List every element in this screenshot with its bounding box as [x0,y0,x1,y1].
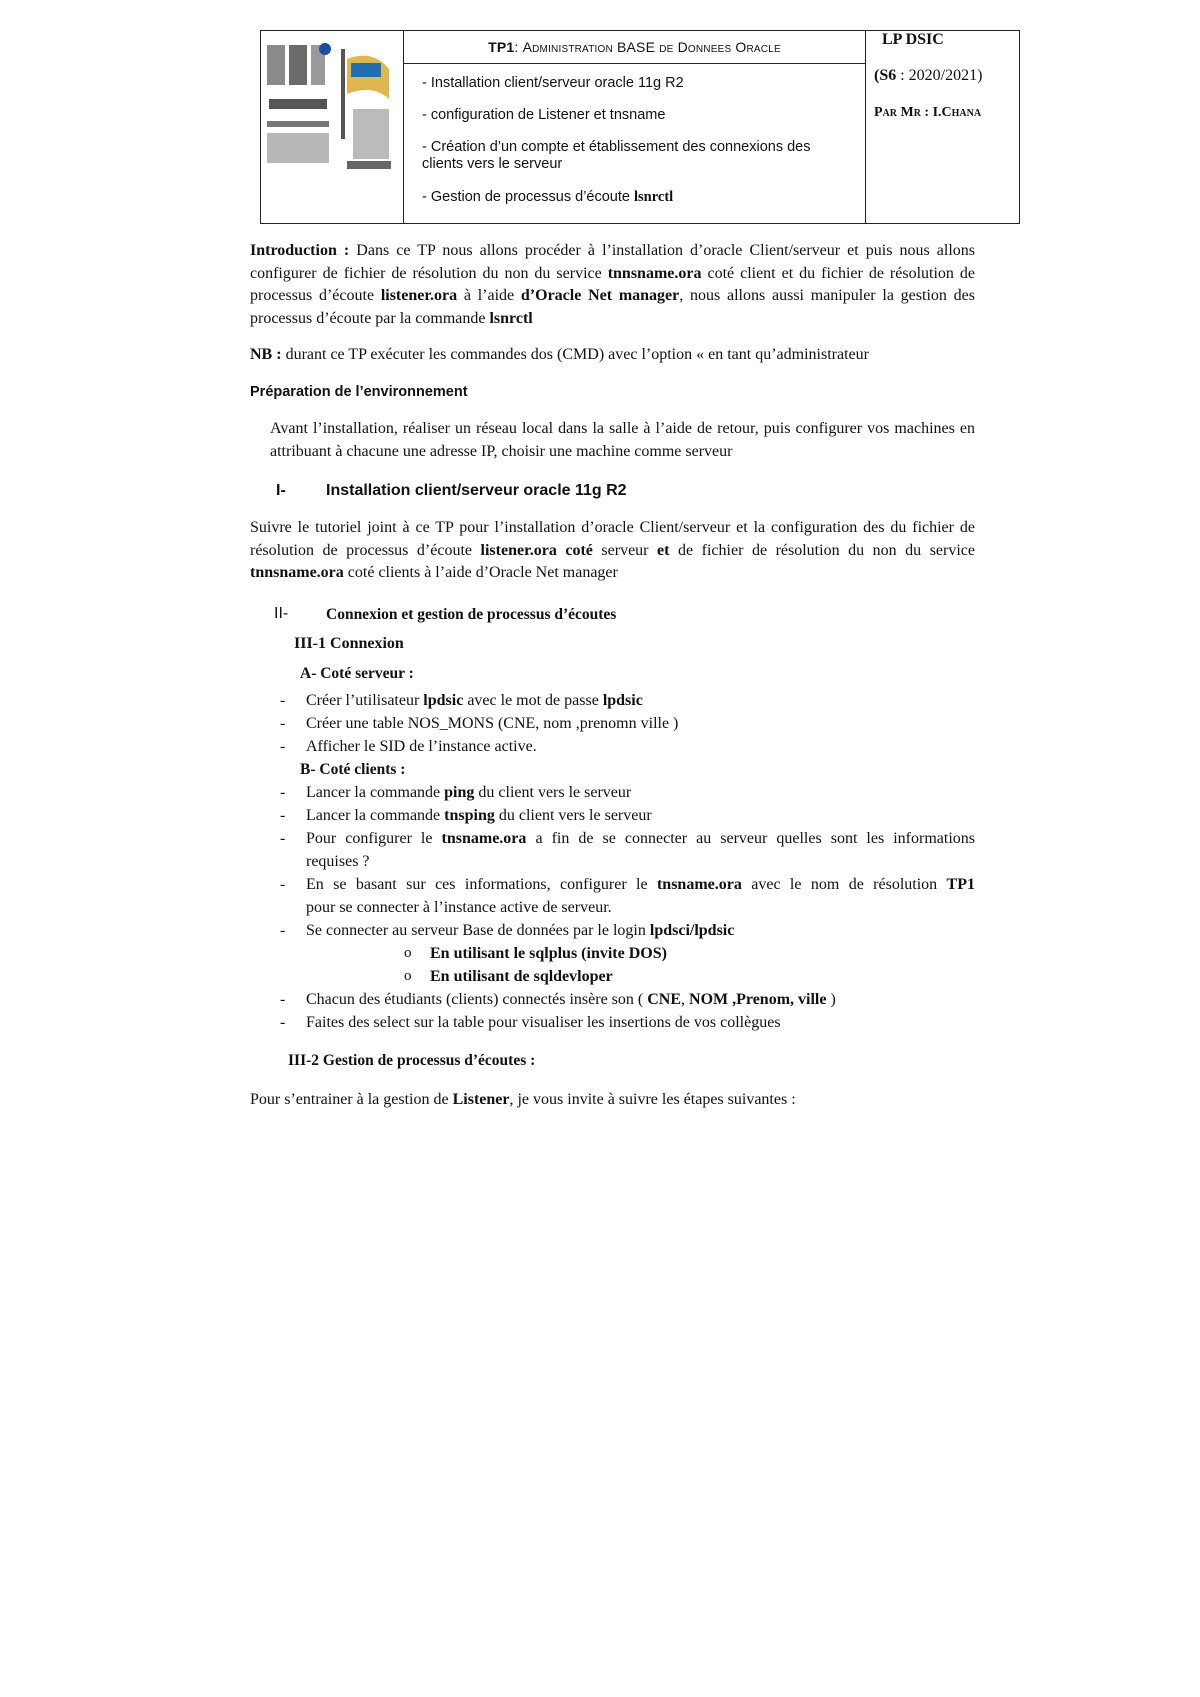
client-item-4-cont: pour se connecter à l’instance active de serveur. [306,899,612,916]
sub-bullet-icon: o [404,945,412,961]
section1-number: I- [276,482,286,499]
header-right-cell [866,31,1019,223]
client-item-2: Lancer la commande tnsping du client vers le serveur [306,807,652,824]
client-item-3: Pour configurer le tnsname.ora a fin de se connecter au serveur quelles sont les informations [306,830,976,847]
subsection-gestion: III-2 Gestion de processus d’écoutes : [288,1052,536,1069]
intro-paragraph: Introduction : Dans ce TP nous allons procéder à l’installation d’oracle Client/serveur et puis nous allons configurer de fichier de résolution du non du service tnnsname.ora coté client et du fichier de résolution de processus d’écoute listener.ora à l’aide d’Oracle Net manager, nous allons aussi manipuler la gestion des processus d’écoute par la commande lsnrctl [250,242,976,327]
client-item-5: Se connecter au serveur Base de données par le login lpdsci/lpdsic [306,922,735,939]
document-page: TP1: Administration BASE de Donnees Oracle - Installation client/serveur oracle 11g R2 - configuration de Listener et tnsname - Création d’un compte et établissement des connexions des clients vers le serveur - Gestion de processus d’écoute lsnrctl LP DSIC (S6 : 2020/2021) Par Mr : I.Chana Introduction : Dans ce TP nous allons procéder à l’installation d’oracle Client/serveur et puis nous allons configurer de fichier de résolution du non du service tnnsname.ora coté client et du fichier de résolution de processus d’écoute listener.ora à l’aide d’Oracle Net manager, nous allons aussi manipuler la gestion des processus d’écoute par la commande lsnrctl NB : durant ce TP exécuter les commandes dos (CMD) avec l’option « en tant qu’administrateur Préparation de l’environnement Avant l’installation, réaliser un réseau local dans la salle à l’aide de retour, puis configurer vos machines en attribuant à chacune une adresse IP, choisir une machine comme serveur I- Installation client/serveur oracle 11g R2 Suivre le tutoriel joint à ce TP pour l’installation d’oracle Client/serveur et la configuration des du fichier de résolution de processus d’écoute listener.ora coté serveur et de fichier de résolution du non du service tnnsname.ora coté clients à l’aide d’Oracle Net manager II- Connexion et gestion de processus d’écoutes III-1 Connexion A- Coté serveur : - Créer l’utilisateur lpdsic avec le mot de passe lpdsic - Créer une table NOS_MONS (CNE, nom ,prenomn ville ) - Afficher le SID de l’instance active. B- Coté clients : - Lancer la commande ping du client vers le serveur - Lancer la commande tnsping du client vers le serveur - Pour configurer le tnsname.ora a fin de se connecter au serveur quelles sont les informations requises ? - En se basant sur ces informations, configurer le tnsname.ora avec le nom de résolution TP1 pour se connecter à l’instance active de serveur. - Se connecter au serveur Base de données par le login lpdsci/lpdsic o En utilisant le sqlplus (invite DOS) o En utilisant de sqldevloper - Chacun des étudiants (clients) connectés insère son ( CNE, NOM ,Prenom, ville ) - Faites des select sur la table pour visualiser les insertions de vos collègues III-2 Gestion de processus d’écoutes : Pour s’entrainer à la gestion de Listener, je vous invite à suivre les étapes suivantes : [0,0,1200,1697]
final-paragraph: Pour s’entrainer à la gestion de Listener, je vous invite à suivre les étapes suivantes : [250,1091,796,1108]
client-item-7: Faites des select sur la table pour visualiser les insertions de vos collègues [306,1014,781,1031]
author-label: Par Mr : I.Chana [874,105,982,120]
section2-title: Connexion et gestion de processus d’écoutes [326,606,617,623]
header-item-4: - Gestion de processus d’écoute lsnrctl [422,189,674,205]
subsection-connexion: III-1 Connexion [294,635,404,652]
client-item-3-cont: requises ? [306,853,370,870]
header-table [260,30,1020,224]
umi-logo [263,39,335,179]
header-item-3: - Création d’un compte et établissement des connexions des clients vers le serveur [422,139,811,172]
header-item-2: - configuration de Listener et tnsname [422,107,666,123]
serveur-item-2: Créer une table NOS_MONS (CNE, nom ,prenomn ville ) [306,715,679,732]
serveur-item-3: Afficher le SID de l’instance active. [306,738,537,755]
serveur-item-1: Créer l’utilisateur lpdsic avec le mot de passe lpdsic [306,692,643,709]
section2-number: II- [274,605,289,622]
header-item-1: - Installation client/serveur oracle 11g R2 [422,75,684,91]
client-item-1: Lancer la commande ping du client vers le serveur [306,784,632,801]
sub-bullet-icon: o [404,968,412,984]
sub-bullet-2: En utilisant de sqldevloper [430,968,613,985]
cote-clients-heading: B- Coté clients : [300,761,406,778]
client-item-4: En se basant sur ces informations, configurer le tnsname.ora avec le nom de résolution TP1 [306,876,975,893]
sub-bullet-1: En utilisant le sqlplus (invite DOS) [430,945,667,962]
client-item-6: Chacun des étudiants (clients) connectés insère son ( CNE, NOM ,Prenom, ville ) [306,991,836,1008]
nb-paragraph: NB : durant ce TP exécuter les commandes dos (CMD) avec l’option « en tant qu’administrateur [250,346,869,363]
est-logo [333,39,397,179]
prep-heading: Préparation de l’environnement [250,384,468,400]
semester-label: (S6 : 2020/2021) [874,67,983,84]
prep-paragraph: Avant l’installation, réaliser un réseau local dans la salle à l’aide de retour, puis configurer vos machines en attribuant à chacune une adresse IP, choisir une machine comme serveur [270,420,975,460]
program-label: LP DSIC [882,31,944,48]
logo-cell [261,31,404,223]
header-middle-cell [404,31,866,223]
section1-title: Installation client/serveur oracle 11g R2 [326,482,627,499]
cote-serveur-heading: A- Coté serveur : [300,665,414,682]
tp-title: TP1: Administration BASE de Donnees Oracle [404,31,865,64]
section1-paragraph: Suivre le tutoriel joint à ce TP pour l’installation d’oracle Client/serveur et la configuration des du fichier de résolution de processus d’écoute listener.ora coté serveur et de fichier de résolution du non du service tnnsname.ora coté clients à l’aide d’Oracle Net manager [250,519,976,581]
